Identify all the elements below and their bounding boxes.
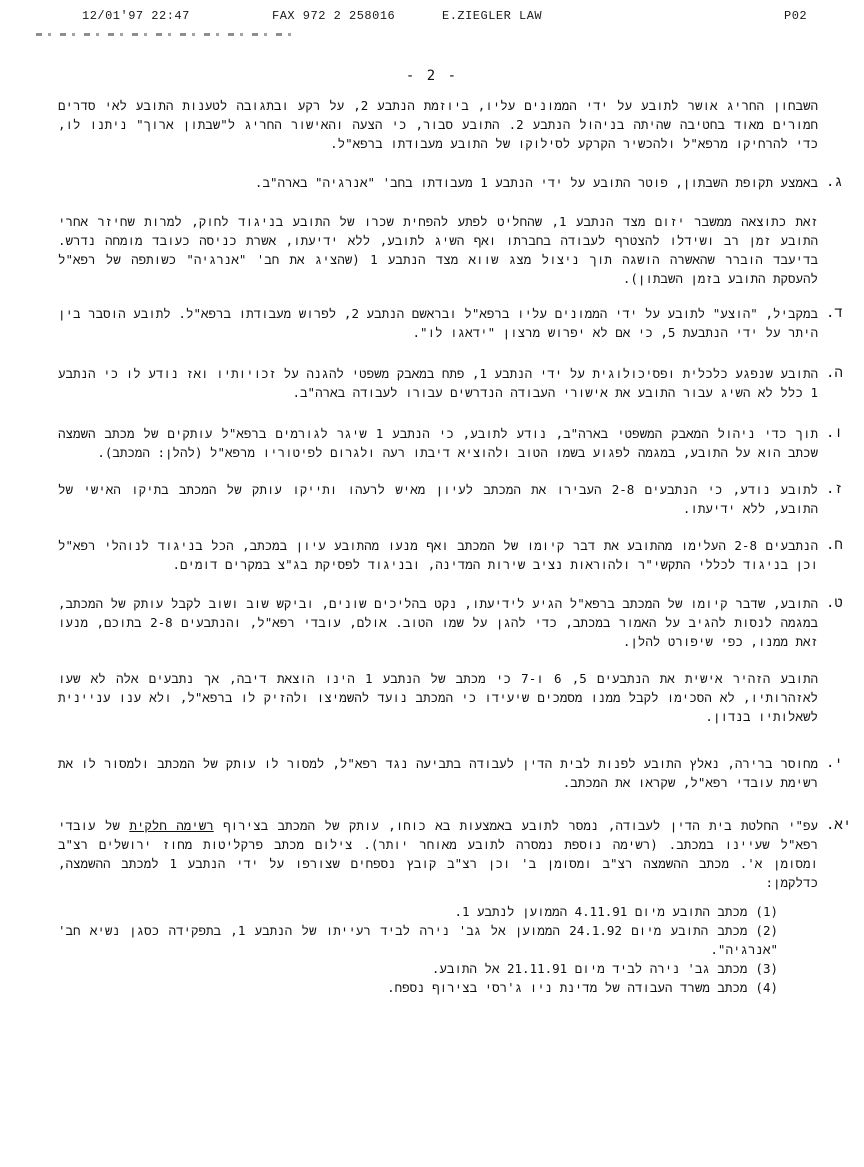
fax-transmission-header: [0, 9, 864, 25]
paragraph-text: התובע שנפגע כלכלית ופסיכולוגית על ידי הנתבע 1, פתח במאבק משפטי להגנה על זכויותיו ואז נודע לו כי הנתבע 1 כלל לא השיג עבור התובע את אישורי העבודה הנדרשים עבורו לעבודה בארה"ב.: [58, 366, 818, 400]
sender-firm: E.ZIEGLER LAW: [442, 9, 543, 23]
paragraph-text: התובע, שדבר קיומו של המכתב ברפא"ל הגיע לידיעתו, נקט בהליכים שונים, וביקש שוב ושוב לקבל עותק של המכתב, במגמה לנסות להגיב על האמור במכתב, כדי להגן על שמו הטוב. אולם, עובדי רפא"ל, והנתבעים 2-8 בתוכם, מנעו זאת ממנו, כפי שיפורט להלן.: [58, 596, 818, 649]
enclosure-item: [58, 921, 778, 959]
paragraph-text-start: עפ"י החלטת בית הדין לעבודה, נמסר לתובע באמצעות בא כוחו, עותק של המכתב בצירוף: [213, 818, 818, 833]
paragraph-gimel: [58, 173, 843, 192]
paragraph-vav: [58, 424, 843, 462]
enclosure-number: (2): [755, 923, 778, 938]
paragraph-marker: ח.: [826, 537, 843, 553]
paragraph-gimel-continued: [58, 212, 818, 288]
paragraph-marker: יא.: [826, 817, 852, 833]
enclosure-number: (3): [755, 961, 778, 976]
paragraph-marker: ו.: [826, 425, 843, 441]
enclosure-text: מכתב התובע מיום 24.1.92 הממוען אל גב' נירה לביד רעייתו של הנתבע 1, בתפקידה כסגן נשיא חב' "אנרגיה".: [58, 923, 778, 957]
paragraph-text: באמצע תקופת השבתון, פוטר התובע על ידי הנתבע 1 מעבודתו בחב' "אנרגיה" בארה"ב.: [254, 175, 818, 190]
enclosure-text: מכתב גב' נירה לביד מיום 21.11.91 אל התובע.: [431, 961, 748, 976]
enclosure-item: [58, 959, 778, 978]
paragraph-he: [58, 364, 843, 402]
paragraph-tet: [58, 594, 843, 651]
paragraph-text: התובע הזהיר אישית את הנתבעים 5, 6 ו-7 כי מכתב של הנתבע 1 הינו הוצאת דיבה, אך נתבעים אלה לא שעו לאזהרותיו, לא הסכימו לקבל ממנו מסמכים שיעידו כי המכתב נועד להשמיצו ולהזיק לו ברפא"ל, ולא ענו עניינית לשאלותיו בנדון.: [58, 671, 818, 724]
underlined-phrase: רשימה חלקית: [129, 818, 214, 833]
page-number: - 2 -: [405, 68, 459, 84]
paragraph-marker: ה.: [826, 365, 843, 381]
enclosure-number: (4): [755, 980, 778, 995]
paragraph-dalet: [58, 304, 843, 342]
fax-number: FAX 972 2 258016: [272, 9, 396, 23]
paragraph-text: לתובע נודע, כי הנתבעים 2-8 העבירו את המכתב לעיון מאיש לרעהו ותייקו עותק של המכתב בתיקו האישי של התובע, ללא ידיעתו.: [58, 482, 819, 516]
paragraph-text: זאת כתוצאה ממשבר יזום מצד הנתבע 1, שהחליט לפתע להפחית שכרו של התובע בניגוד לחוק, למרות שחיזר אחרי התובע זמן רב ושידלו להצטרף לעבודה בחברתו ואף השיג לתובע, ללא ידיעתו, אשרת כניסה כעובד מומחה נדרש. בדיעבד הוברר שהאשרה הושגה תוך ניצול מצג שווא מצד הנתבע 1 (שהציג את חב' "אנרגיה" כשותפה של רפא"ל להעסקת התובע בזמן השבתון).: [58, 214, 819, 286]
enclosure-item: [58, 902, 778, 921]
paragraph-marker: ד.: [826, 305, 843, 321]
fax-page-indicator: P02: [784, 9, 808, 23]
paragraph-text: במקביל, "הוצע" לתובע על ידי הממונים עליו ברפא"ל ובראשם הנתבע 2, לפרוש מעבודתו ברפא"ל. לתובע הוסבר בין היתר על ידי הנתבעת 5, כי אם לא יפרוש מרצון "ידאגו לו".: [58, 306, 818, 340]
enclosure-number: (1): [755, 904, 778, 919]
paragraph-text: תוך כדי ניהול המאבק המשפטי בארה"ב, נודע לתובע, כי הנתבע 1 שיגר לגורמים ברפא"ל עותקים של מכתב השמצה שכתב הוא על התובע, במגמה לפגוע בשמו הטוב ולהוציא דיבתו רעה ולגרום לפיטוריו מרפא"ל (להלן: המכתב).: [58, 426, 818, 460]
paragraph-marker: ט.: [826, 595, 843, 611]
paragraph-tet-continued: [58, 669, 818, 726]
enclosure-list: [58, 902, 818, 997]
enclosure-text: מכתב התובע מיום 4.11.91 הממוען לנתבע 1.: [454, 904, 748, 919]
intro-paragraph: [58, 96, 818, 153]
document-body: [58, 96, 852, 997]
paragraph-text: השבחון החריג אושר לתובע על ידי הממונים עליו, ביוזמת הנתבע 2, על רקע ובתגובה לטענות התובע לאי סדרים חמורים מאוד בחטיבה שהיתה בניהול הנתבע 2. התובע סבור, כי הצעה והאישור החריג ל"שבתון ארוך" ניתנו לו, כדי להרחיקו מרפא"ל ולהכשיר הקרקע לסילוקו של התובע מעבודתו ברפא"ל.: [58, 98, 818, 151]
paragraph-text-end: של עובדי רפא"ל שעיינו במכתב. (רשימה נוספת נמסרה לתובע מאוחר יותר). צילום מכתב פרקליטות מחוז ירושלים רצ"ב ומסומן א'. מכתב ההשמצה רצ"ב ומסומן ב' וכן רצ"ב קובץ נספחים שצורפו על ידי הנתבע 1 למכתב ההשמצה, כדלקמן:: [58, 818, 818, 890]
scan-noise-marks: [36, 33, 296, 36]
paragraph-marker: ג.: [826, 174, 843, 190]
paragraph-yod-alef: [58, 816, 852, 892]
enclosure-item: [58, 978, 778, 997]
paragraph-text: הנתבעים 2-8 העלימו מהתובע את דבר קיומו של המכתב ואף מנעו מהתובע עיון במכתב, הכל בניגוד לנוהלי רפא"ל וכן בניגוד לכללי התקשי"ר ולהוראות נציב שירות המדינה, ובניגוד לפסיקת בג"צ במקרים דומים.: [58, 538, 818, 572]
fax-datetime: 12/01'97 22:47: [82, 9, 190, 23]
paragraph-het: [58, 536, 843, 574]
paragraph-text: [58, 816, 818, 892]
enclosure-text: מכתב משרד העבודה של מדינת ניו ג'רסי בצירוף נספח.: [387, 980, 748, 995]
paragraph-marker: ז.: [826, 481, 843, 497]
paragraph-yod: [58, 754, 843, 792]
paragraph-marker: י.: [826, 755, 843, 771]
paragraph-text: מחוסר ברירה, נאלץ התובע לפנות לבית הדין לעבודה בתביעה נגד רפא"ל, למסור לו עותק של המכתב ולמסור לו את רשימת עובדי רפא"ל, שקראו את המכתב.: [58, 756, 818, 790]
paragraph-zayin: [58, 480, 843, 518]
